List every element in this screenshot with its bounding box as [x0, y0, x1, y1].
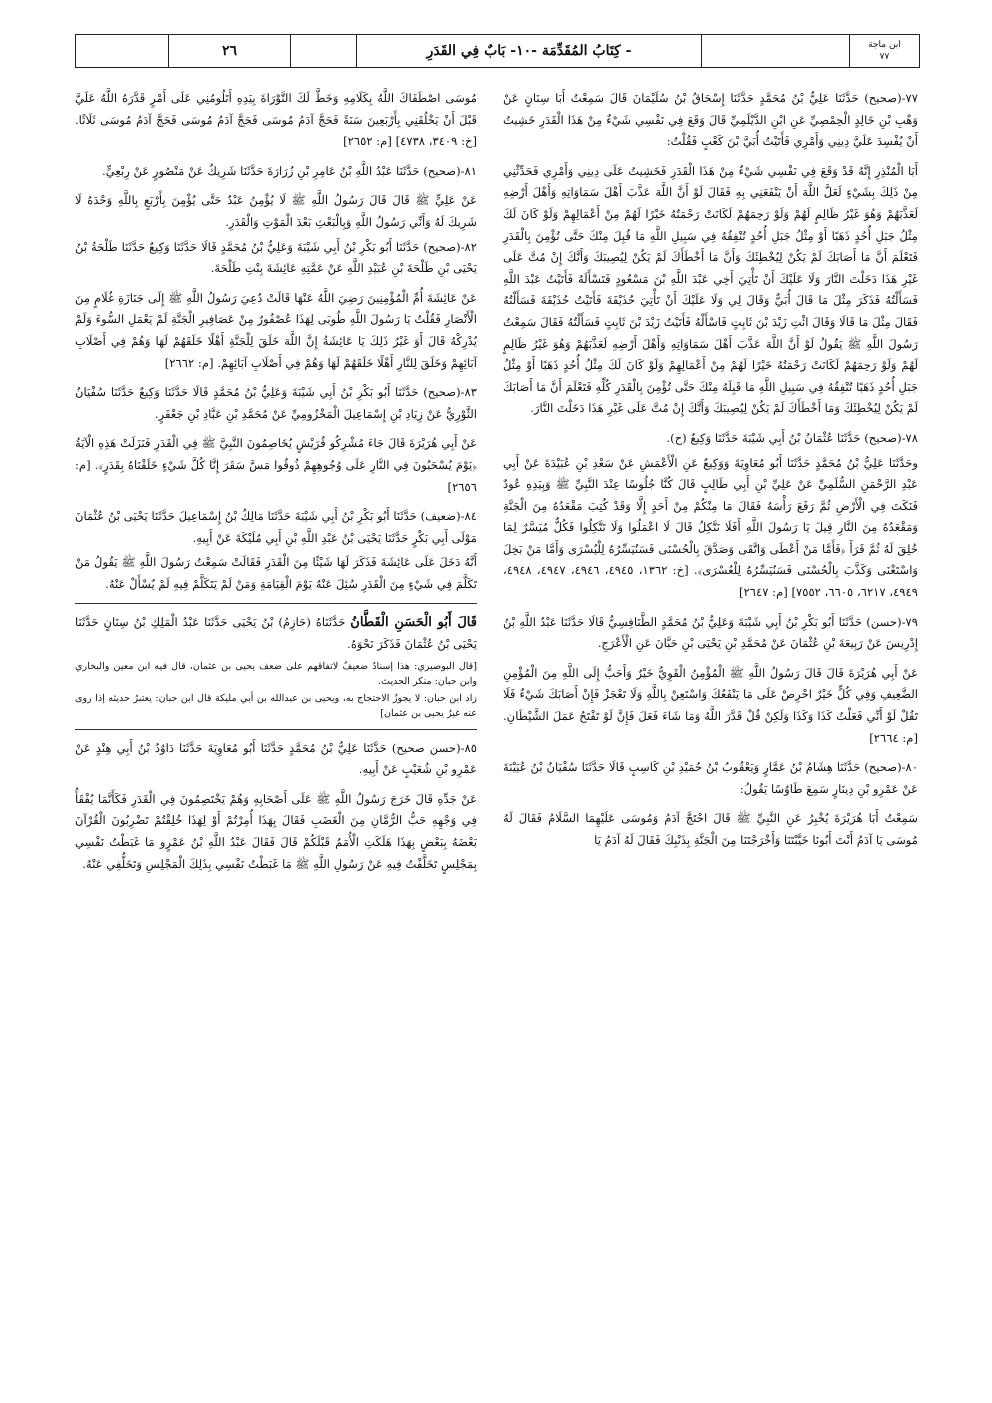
hadith-84-isnad: ٨٤-(ضعيف) حَدَّثَنَا أَبُو بَكْرِ بْنُ أَبِي شَيْبَةَ حَدَّثَنَا مَالِكُ بْنُ إِسْمَاعِيلَ حَدَّثَنَا يَحْيَى بْنُ عُثْمَانَ مَوْلَى أَبِي بَكْرٍ حَدَّثَنَا يَحْيَى بْنُ عَبْدِ اللَّهِ بْنِ أَبِي مُلَيْكَةَ عَنْ أَبِيهِ. — [75, 509, 477, 545]
hadith-79-isnad: ٧٩-(حسن) حَدَّثَنَا أَبُو بَكْرِ بْنُ أَبِي شَيْبَةَ وَعَلِيُّ بْنُ مُحَمَّدٍ الطَّنَافِسِيُّ قَالَا حَدَّثَنَا عَبْدُ اللَّهِ بْنُ إِدْرِيسَ عَنْ رَبِيعَةَ بْنِ عُثْمَانَ عَنْ مُحَمَّدِ بْنِ يَحْيَى بْنِ حَبَّانَ عَنِ الْأَعْرَجِ. — [503, 614, 918, 651]
page-number: ٢٦ — [168, 35, 290, 67]
header-title: - كِتَابُ المُقَدِّمَة -١٠- بَابٌ فِي القَدَرِ — [356, 35, 701, 67]
header-empty-cell — [701, 35, 849, 67]
header-empty-cell — [76, 35, 168, 67]
header-empty-cell — [290, 35, 356, 67]
hadith-77-isnad: ٧٧-(صحيح) حَدَّثَنَا عَلِيُّ بْنُ مُحَمَّدٍ حَدَّثَنَا إِسْحَاقُ بْنُ سُلَيْمَانَ قَالَ سَمِعْتُ أَبَا سِنَانٍ عَنْ وَهْبِ بْنِ خَالِدٍ الْحِمْصِيِّ عَنِ ابْنِ الدَّيْلَمِيِّ قَالَ وَقَعَ فِي نَفْسِي شَيْءٌ مِنْ هَذَا الْقَدَرِ خَشِيتُ أَنْ يُفْسِدَ عَلَيَّ دِينِي وَأَمْرِي فَأَتَيْتُ أُبَيَّ بْنَ كَعْبٍ فَقُلْتُ: — [503, 91, 918, 149]
hadith-78-isnad: ٧٨-(صحيح) حَدَّثَنَا عُثْمَانُ بْنُ أَبِي شَيْبَةَ حَدَّثَنَا وَكِيعٌ (ح). — [666, 430, 918, 445]
hadith-83-isnad: ٨٣-(صحيح) حَدَّثَنَا أَبُو بَكْرِ بْنُ أَبِي شَيْبَةَ وَعَلِيُّ بْنُ مُحَمَّدٍ قَالَا حَدَّثَنَا وَكِيعٌ حَدَّثَنَا سُفْيَانُ الثَّوْرِيُّ عَنْ زِيَادِ بْنِ إِسْمَاعِيلَ الْمَخْزُومِيِّ عَنْ مُحَمَّدِ بْنِ عَبَّادِ بْنِ جَعْفَرٍ. — [75, 385, 477, 421]
header-book-number: ٧٧ — [879, 52, 890, 62]
header-book-name: ابن ماجة — [868, 40, 901, 50]
hadith-82-isnad: ٨٢-(صحيح) حَدَّثَنَا أَبُو بَكْرِ بْنُ أَبِي شَيْبَةَ وَعَلِيُّ بْنُ مُحَمَّدٍ قَالَا حَدَّثَنَا وَكِيعٌ حَدَّثَنَا طَلْحَةُ بْنُ يَحْيَى بْنِ طَلْحَةَ بْنِ عُبَيْدِ اللَّهِ عَنْ عَمَّتِهِ عَائِشَةَ بِنْتِ طَلْحَةَ. — [75, 239, 477, 276]
qattan-addition — [75, 612, 477, 655]
left-column — [75, 88, 477, 878]
footnote-ibn-hibban: زاد ابن حبان: لا يجوزُ الاحتجاج به، ويحيى بن عبدالله بن أبي مليكة قال ابن حبان: يعتبرُ حديثه إذا روى عنه غيرُ يحيى بن عثمان] — [75, 692, 477, 719]
hadith-80-isnad: ٨٠-(صحيح) حَدَّثَنَا هِشَامُ بْنُ عَمَّارٍ وَيَعْقُوبُ بْنُ حُمَيْدِ بْنِ كَاسِبٍ قَالَا حَدَّثَنَا سُفْيَانُ بْنُ عُيَيْنَةَ عَنْ عَمْرِو بْنِ دِينَارٍ سَمِعَ طَاوُسًا يَقُولُ: — [503, 760, 918, 796]
hadith-79-matn: عَنْ أَبِي هُرَيْرَةَ قَالَ قَالَ رَسُولُ اللَّهِ ﷺ الْمُؤْمِنُ الْقَوِيُّ خَيْرٌ وَأَحَبُّ إِلَى اللَّهِ مِنَ الْمُؤْمِنِ الضَّعِيفِ وَفِي كُلٍّ خَيْرٌ احْرِصْ عَلَى مَا يَنْفَعُكَ وَاسْتَعِنْ بِاللَّهِ وَلَا تَعْجَزْ فَإِنْ أَصَابَكَ شَيْءٌ فَلَا تَقُلْ لَوْ أَنِّي فَعَلْتُ كَذَا وَكَذَا وَلَكِنْ قُلْ قَدَّرَ اللَّهُ وَمَا شَاءَ فَعَلَ فَإِنَّ لَوْ تَفْتَحُ عَمَلَ الشَّيْطَانِ. [م: ٢٦٦٤] — [503, 665, 918, 745]
hadith-82-matn: عَنْ عَائِشَةَ أُمِّ الْمُؤْمِنِينَ رَضِيَ اللَّهُ عَنْهَا قَالَتْ دُعِيَ رَسُولُ اللَّهِ ﷺ إِلَى جَنَازَةِ غُلَامٍ مِنَ الْأَنْصَارِ فَقُلْتُ يَا رَسُولَ اللَّهِ طُوبَى لِهَذَا عُصْفُورٌ مِنْ عَصَافِيرِ الْجَنَّةِ لَمْ يَعْمَلِ السُّوءَ وَلَمْ يُدْرِكْهُ قَالَ أَوَ غَيْرُ ذَلِكَ يَا عَائِشَةُ إِنَّ اللَّهَ خَلَقَ لِلْجَنَّةِ أَهْلًا خَلَقَهُمْ لَهَا وَهُمْ فِي أَصْلَابِ آبَائِهِمْ وَخَلَقَ لِلنَّارِ أَهْلًا خَلَقَهُمْ لَهَا وَهُمْ فِي أَصْلَابِ آبَائِهِمْ. [م: ٢٦٦٢] — [75, 290, 477, 370]
header-book-cell — [849, 35, 919, 67]
hadith-81-matn: عَنْ عَلِيٍّ ﷺ قَالَ قَالَ رَسُولُ اللَّهِ ﷺ لَا يُؤْمِنُ عَبْدٌ حَتَّى يُؤْمِنَ بِأَرْبَعٍ بِاللَّهِ وَحْدَهُ لَا شَرِيكَ لَهُ وَأَنِّي رَسُولُ اللَّهِ وَبِالْبَعْثِ بَعْدَ الْمَوْتِ وَالْقَدَرِ. — [75, 193, 477, 229]
hadith-80-matn: سَمِعْتُ أَبَا هُرَيْرَةَ يُخْبِرُ عَنِ النَّبِيِّ ﷺ قَالَ احْتَجَّ آدَمُ وَمُوسَى عَلَيْهِمَا السَّلَامُ فَقَالَ لَهُ مُوسَى يَا آدَمُ أَنْتَ أَبُونَا خَيَّبْتَنَا وَأَخْرَجْتَنَا مِنَ الْجَنَّةِ بِذَنْبِكَ فَقَالَ لَهُ آدَمُ يَا — [503, 811, 918, 847]
qattan-heading: قَالَ أَبُو الْحَسَنِ الْقَطَّانُ — [350, 615, 477, 631]
section-divider — [75, 603, 477, 604]
hadith-78-matn: وحَدَّثَنَا عَلِيُّ بْنُ مُحَمَّدٍ حَدَّثَنَا أَبُو مُعَاوِيَةَ وَوَكِيعٌ عَنِ الْأَعْمَشِ عَنْ سَعْدِ بْنِ عُبَيْدَةَ عَنْ أَبِي عَبْدِ الرَّحْمَنِ السُّلَمِيِّ عَنْ عَلِيِّ بْنِ أَبِي طَالِبٍ قَالَ كُنَّا جُلُوسًا عِنْدَ النَّبِيِّ ﷺ وَبِيَدِهِ عُودٌ فَنَكَتَ فِي الْأَرْضِ ثُمَّ رَفَعَ رَأْسَهُ فَقَالَ مَا مِنْكُمْ مِنْ أَحَدٍ إِلَّا وَقَدْ كُتِبَ مَقْعَدُهُ مِنَ الْجَنَّةِ وَمَقْعَدُهُ مِنَ النَّارِ قِيلَ يَا رَسُولَ اللَّهِ أَفَلَا نَتَّكِلُ قَالَ لَا اعْمَلُوا وَلَا تَتَّكِلُوا فَكُلٌّ مُيَسَّرٌ لِمَا خُلِقَ لَهُ ثُمَّ قَرَأَ ﴿فَأَمَّا مَنْ أَعْطَى وَاتَّقَى وَصَدَّقَ بِالْحُسْنَى فَسَنُيَسِّرُهُ لِلْيُسْرَى وَأَمَّا مَنْ بَخِلَ وَاسْتَغْنَى وَكَذَّبَ بِالْحُسْنَى فَسَنُيَسِّرُهُ لِلْعُسْرَى﴾. [خ: ١٣٦٢، ٤٩٤٥، ٤٩٤٦، ٤٩٤٧، ٤٩٤٨، ٤٩٤٩، ٦٢١٧، ٦٦٠٥، ٧٥٥٢] [م: ٢٦٤٧] — [503, 455, 919, 600]
right-column — [503, 88, 918, 855]
hadith-83-matn: عَنْ أَبِي هُرَيْرَةَ قَالَ جَاءَ مُشْرِكُو قُرَيْشٍ يُخَاصِمُونَ النَّبِيَّ ﷺ فِي الْقَدَرِ فَنَزَلَتْ هَذِهِ الْآيَةُ ﴿يَوْمَ يُسْحَبُونَ فِي النَّارِ عَلَى وُجُوهِهِمْ ذُوقُوا مَسَّ سَقَرَ إِنَّا كُلَّ شَيْءٍ خَلَقْنَاهُ بِقَدَرٍ﴾. [م: ٢٦٥٦] — [75, 436, 477, 494]
footnote-busiri: [قال البوصيري: هذا إسنادٌ ضعيفٌ لاتفاقهم على ضعف يحيى بن عثمان، قال فيه ابن معين والبخاري وابن حبان: منكر الحديث. — [75, 660, 477, 687]
hadith-77-matn: أَبَا الْمُنْذِرِ إِنَّهُ قَدْ وَقَعَ فِي نَفْسِي شَيْءٌ مِنْ هَذَا الْقَدَرِ فَخَشِيتُ عَلَى دِينِي وَأَمْرِي فَحَدِّثْنِي مِنْ ذَلِكَ بِشَيْءٍ لَعَلَّ اللَّهَ أَنْ يَنْفَعَنِي بِهِ فَقَالَ لَوْ أَنَّ اللَّهَ عَذَّبَ أَهْلَ سَمَاوَاتِهِ وَأَهْلَ أَرْضِهِ لَعَذَّبَهُمْ وَهُوَ غَيْرُ ظَالِمٍ لَهُمْ وَلَوْ رَحِمَهُمْ لَكَانَتْ رَحْمَتُهُ خَيْرًا لَهُمْ مِنْ أَعْمَالِهِمْ وَلَوْ كَانَ لَكَ مِثْلُ جَبَلِ أُحُدٍ ذَهَبًا أَوْ مِثْلُ جَبَلِ أُحُدٍ تُنْفِقُهُ فِي سَبِيلِ اللَّهِ مَا قُبِلَ مِنْكَ حَتَّى تُؤْمِنَ بِالْقَدَرِ فَتَعْلَمَ أَنَّ مَا أَصَابَكَ لَمْ يَكُنْ لِيُخْطِئَكَ وَأَنَّ مَا أَخْطَأَكَ لَمْ يَكُنْ لِيُصِيبَكَ وَأَنَّكَ إِنْ مُتَّ عَلَى غَيْرِ هَذَا دَخَلْتَ النَّارَ وَلَا عَلَيْكَ أَنْ تَأْتِيَ أَخِي عَبْدَ اللَّهِ بْنَ مَسْعُودٍ فَتَسْأَلَهُ فَأَتَيْتُ عَبْدَ اللَّهِ فَسَأَلْتُهُ فَذَكَرَ مِثْلَ مَا قَالَ أُبَيٌّ وَقَالَ لِي وَلَا عَلَيْكَ أَنْ تَأْتِيَ حُذَيْفَةَ فَأَتَيْتُ حُذَيْفَةَ فَسَأَلْتُهُ فَقَالَ مِثْلَ مَا قَالَا وَقَالَ ائْتِ زَيْدَ بْنَ ثَابِتٍ فَاسْأَلْهُ فَأَتَيْتُ زَيْدَ بْنَ ثَابِتٍ فَسَأَلْتُهُ فَقَالَ سَمِعْتُ رَسُولَ اللَّهِ ﷺ يَقُولُ لَوْ أَنَّ اللَّهَ عَذَّبَ أَهْلَ سَمَاوَاتِهِ وَأَهْلَ أَرْضِهِ لَعَذَّبَهُمْ وَهُوَ غَيْرُ ظَالِمٍ لَهُمْ وَلَوْ رَحِمَهُمْ لَكَانَتْ رَحْمَتُهُ خَيْرًا لَهُمْ مِنْ أَعْمَالِهِمْ وَلَوْ كَانَ لَكَ مِثْلُ أُحُدٍ ذَهَبًا أَوْ مِثْلُ جَبَلِ أُحُدٍ ذَهَبًا تُنْفِقُهُ فِي سَبِيلِ اللَّهِ مَا قَبِلَهُ مِنْكَ حَتَّى تُؤْمِنَ بِالْقَدَرِ كُلِّهِ فَتَعْلَمَ أَنَّ مَا أَصَابَكَ لَمْ يَكُنْ لِيُخْطِئَكَ وَمَا أَخْطَأَكَ لَمْ يَكُنْ لِيُصِيبَكَ وَأَنَّكَ إِنْ مُتَّ عَلَى غَيْرِ هَذَا دَخَلْتَ النَّارَ. — [503, 163, 918, 416]
page-header — [75, 34, 920, 68]
qattan-text: حَدَّثَنَاهُ (حَازِمُ) بْنُ يَحْيَى حَدَّثَنَا عَبْدُ الْمَلِكِ بْنُ سِنَانٍ حَدَّثَنَا يَحْيَى بْنُ عُثْمَانَ فَذَكَرَ نَحْوَهُ. — [75, 615, 477, 652]
hadith-80-continuation: مُوسَى اصْطَفَاكَ اللَّهُ بِكَلَامِهِ وَخَطَّ لَكَ التَّوْرَاةَ بِيَدِهِ أَتَلُومُنِي عَلَى أَمْرٍ قَدَّرَهُ اللَّهُ عَلَيَّ قَبْلَ أَنْ يَخْلُقَنِي بِأَرْبَعِينَ سَنَةً فَحَجَّ آدَمُ مُوسَى فَحَجَّ آدَمُ مُوسَى فَحَجَّ آدَمُ مُوسَى ثَلَاثًا. [خ: ٣٤٠٩، ٤٧٣٨] [م: ٢٦٥٢] — [75, 91, 477, 149]
hadith-85-matn: عَنْ جَدِّهِ قَالَ خَرَجَ رَسُولُ اللَّهِ ﷺ عَلَى أَصْحَابِهِ وَهُمْ يَخْتَصِمُونَ فِي الْقَدَرِ فَكَأَنَّمَا يُفْقَأُ فِي وَجْهِهِ حَبُّ الرُّمَّانِ مِنَ الْغَضَبِ فَقَالَ بِهَذَا أُمِرْتُمْ أَوْ لِهَذَا خُلِقْتُمْ تَضْرِبُونَ الْقُرْآنَ بَعْضَهُ بِبَعْضٍ بِهَذَا هَلَكَتِ الْأُمَمُ قَبْلَكُمْ قَالَ فَقَالَ عَبْدُ اللَّهِ بْنُ عَمْرٍو مَا غَبَطْتُ نَفْسِي بِمَجْلِسٍ تَخَلَّفْتُ فِيهِ عَنْ رَسُولِ اللَّهِ ﷺ مَا غَبَطْتُ نَفْسِي بِذَلِكَ الْمَجْلِسِ وَتَخَلُّفِي عَنْهُ. — [75, 791, 477, 871]
section-divider — [75, 729, 477, 730]
hadith-84-matn: أَنَّهُ دَخَلَ عَلَى عَائِشَةَ فَذَكَرَ لَهَا شَيْئًا مِنَ الْقَدَرِ فَقَالَتْ سَمِعْتُ رَسُولَ اللَّهِ ﷺ يَقُولُ مَنْ تَكَلَّمَ فِي شَيْءٍ مِنَ الْقَدَرِ سُئِلَ عَنْهُ يَوْمَ الْقِيَامَةِ وَمَنْ لَمْ يَتَكَلَّمْ فِيهِ لَمْ يُسْأَلْ عَنْهُ. — [75, 555, 477, 591]
hadith-81-isnad: ٨١-(صحيح) حَدَّثَنَا عَبْدُ اللَّهِ بْنُ عَامِرِ بْنِ زُرَارَةَ حَدَّثَنَا شَرِيكٌ عَنْ مَنْصُورٍ عَنْ رِبْعِيٍّ. — [102, 163, 477, 178]
hadith-85-isnad: ٨٥-(حسن صحيح) حَدَّثَنَا عَلِيُّ بْنُ مُحَمَّدٍ حَدَّثَنَا أَبُو مُعَاوِيَةَ حَدَّثَنَا دَاوُدُ بْنُ أَبِي هِنْدٍ عَنْ عَمْرِو بْنِ شُعَيْبٍ عَنْ أَبِيهِ. — [75, 740, 477, 777]
